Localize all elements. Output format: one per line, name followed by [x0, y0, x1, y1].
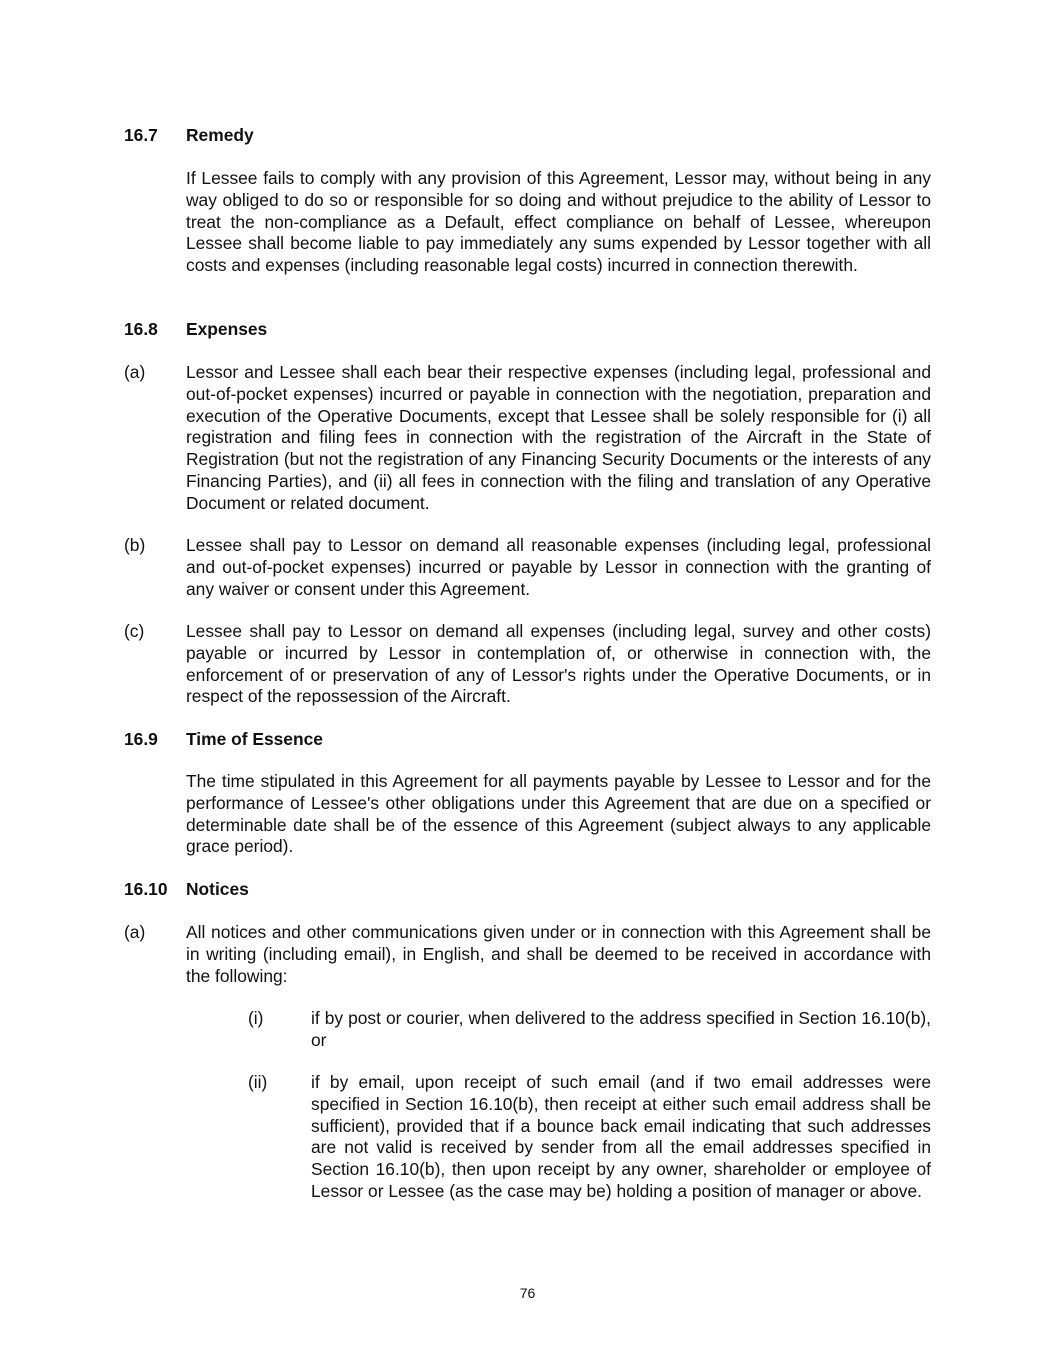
section-16-8-item-c-text: Lessee shall pay to Lessor on demand all expenses (including legal, survey and other costs) payable or incurred by Lessor in contemplation of, or otherwise in connection with, the enforcement of or preservation of any of Lessor's rights under the Operative Documents, or in respect of the repossession of the Aircraft. [186, 621, 931, 707]
section-16-10-subitem-i-label: (i) [248, 1008, 264, 1028]
section-16-10-subitem-ii-label: (ii) [248, 1072, 268, 1092]
section-16-10-heading: Notices [186, 879, 249, 899]
section-16-8-item-a-text: Lessor and Lessee shall each bear their respective expenses (including legal, professional and out-of-pocket expenses) incurred or payable in connection with the negotiation, preparation and execution of the Operative Documents, except that Lessee shall be solely responsible for (i) all registration and filing fees in connection with the registration of the Aircraft in the State of Registration (but not the registration of any Financing Security Documents or the interests of any Financing Parties), and (ii) all fees in connection with the filing and translation of any Operative Document or related document. [186, 362, 931, 513]
section-16-8-item-c-label: (c) [124, 621, 145, 641]
section-16-7-heading: Remedy [186, 125, 254, 145]
section-16-7-text: If Lessee fails to comply with any provision of this Agreement, Lessor may, without being in any way obliged to do so or responsible for so doing and without prejudice to the ability of Lessor to treat the non-compliance as a Default, effect compliance on behalf of Lessee, whereupon Lessee shall become liable to pay immediately any sums expended by Lessor together with all costs and expenses (including reasonable legal costs) incurred in connection therewith. [186, 168, 931, 276]
section-16-10-number: 16.10 [124, 879, 168, 899]
section-16-7-number: 16.7 [124, 125, 158, 145]
section-16-10-subitem-i-text: if by post or courier, when delivered to the address specified in Section 16.10(b), or [311, 1008, 931, 1050]
section-16-8-number: 16.8 [124, 319, 158, 339]
section-16-10-subitem-ii-text: if by email, upon receipt of such email (and if two email addresses were specified in Section 16.10(b), then receipt at either such email address shall be sufficient), provided that if a bounce back email indicating that such addresses are not valid is received by sender from all the email addresses specified in Section 16.10(b), then upon receipt by any owner, shareholder or employee of Lessor or Lessee (as the case may be) holding a position of manager or above. [311, 1072, 931, 1201]
section-16-8-item-b-text: Lessee shall pay to Lessor on demand all reasonable expenses (including legal, professional and out-of-pocket expenses) incurred or payable by Lessor in connection with the granting of any waiver or consent under this Agreement. [186, 535, 931, 599]
section-16-10-item-a-label: (a) [124, 922, 146, 942]
section-16-9-number: 16.9 [124, 729, 158, 749]
section-16-8-heading: Expenses [186, 319, 268, 339]
section-16-8-item-b-label: (b) [124, 535, 146, 555]
section-16-9-heading: Time of Essence [186, 729, 323, 749]
section-16-9-text: The time stipulated in this Agreement for all payments payable by Lessee to Lessor and for the performance of Lessee's other obligations under this Agreement that are due on a specified or determinable date shall be of the essence of this Agreement (subject always to any applicable grace period). [186, 771, 931, 857]
section-16-10-item-a-text: All notices and other communications given under or in connection with this Agreement shall be in writing (including email), in English, and shall be deemed to be received in accordance with the following: [186, 922, 931, 986]
page-number: 76 [519, 1285, 536, 1301]
section-16-8-item-a-label: (a) [124, 362, 146, 382]
